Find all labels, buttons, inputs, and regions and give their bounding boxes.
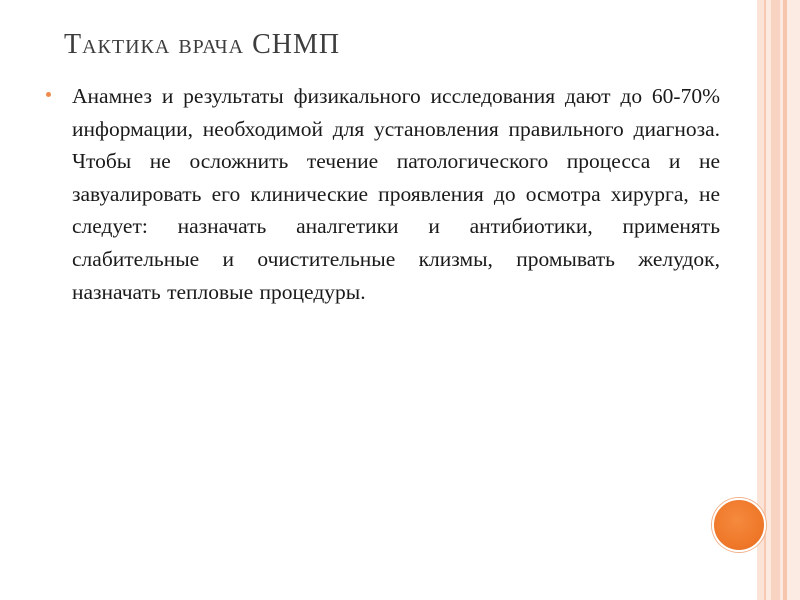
slide-title: Тактика врача СНМП — [64, 29, 341, 60]
orange-circle-icon — [712, 498, 766, 552]
slide-body-text: Анамнез и результаты физикального исследования дают до 60-70% информации, необходимой для установления правильного диагноза. Чтобы не осложнить течение патологического процесса и не завуалировать его клинические проявления до осмотра хирурга, не следует: назначать аналгетики и антибиотики, применять слабительные и очистительные клизмы, промывать желудок, назначать тепловые процедуры. — [72, 84, 720, 304]
decorative-stripe — [787, 0, 800, 600]
decorative-stripe — [771, 0, 780, 600]
bullet-dot-icon — [46, 92, 51, 97]
